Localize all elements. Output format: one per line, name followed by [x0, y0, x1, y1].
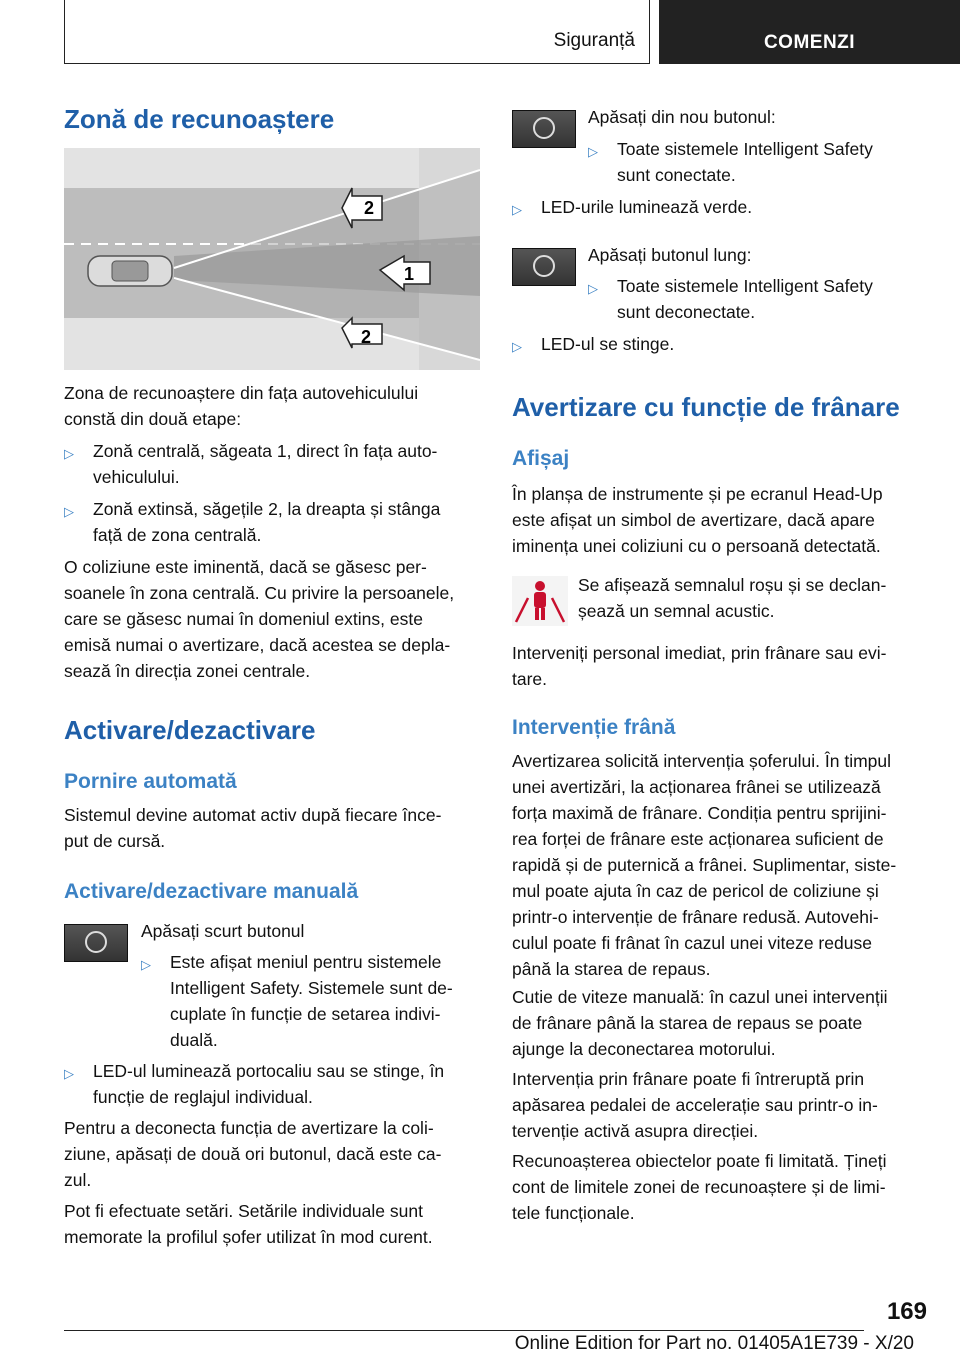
interrupt-paragraph: Intervenția prin frânare poate fi întreruptă prin apăsarea pedalei de accelerație sau printr-o in- tervenție activă asupra direcției. [512, 1069, 878, 1141]
recognition-zone-diagram [64, 148, 480, 370]
auto-start-paragraph: Sistemul devine automat activ după fiecare înce- put de cursă. [64, 805, 442, 851]
section-title-brake-warning: Avertizare cu funcție de frânare [512, 392, 900, 422]
sub-bullet-systems-off: Toate sistemele Intelligent Safety sunt deconectate. [617, 276, 873, 322]
page-number: 169 [886, 1298, 927, 1325]
bullet-icon: ▷ [141, 957, 151, 972]
footer-divider [64, 1330, 864, 1331]
diagram-label-1: 1 [404, 264, 415, 284]
bullet-icon: ▷ [64, 446, 74, 461]
diagram-label-2-top: 2 [364, 198, 375, 218]
header-chapter-box [659, 0, 960, 64]
manual-gearbox-paragraph: Cutie de viteze manuală: în cazul unei intervenții de frânare până la starea de repaus se poate ajunge la deconectarea motorului. [512, 987, 888, 1059]
subsection-display: Afișaj [512, 447, 570, 470]
header-section-title: Siguranță [553, 30, 635, 51]
bullet-extended-zone: Zonă extinsă, săgețile 2, la dreapta și stânga față de zona centrală. [93, 499, 441, 545]
bullet-icon: ▷ [588, 281, 598, 296]
subsection-manual-activation: Activare/dezactivare manuală [64, 880, 359, 903]
collision-paragraph: O coliziune este iminentă, dacă se găsesc per- soanele în zona centrală. Cu privire la persoanele, care se găsesc numai în domeniul extins, este emisă numai o avertizare, dacă acestea se depla- sează în direcția zonei centrale. [64, 557, 455, 681]
bullet-icon: ▷ [64, 504, 74, 519]
intelligent-safety-button-icon [512, 248, 576, 286]
display-paragraph: În planșa de instrumente și pe ecranul Head-Up este afișat un simbol de avertizare, dacă apare iminența unei coliziuni cu o persoană detectată. [512, 484, 883, 556]
press-long-text: Apăsați butonul lung: [588, 245, 752, 265]
diagram-label-2-bottom: 2 [361, 327, 372, 347]
deactivate-paragraph: Pentru a deconecta funcția de avertizare la coli- ziune, apăsați de două ori butonul, dacă este ca- zul. [64, 1118, 442, 1190]
bullet-central-zone: Zonă centrală, săgeata 1, direct în fața auto- vehiculului. [93, 441, 438, 487]
section-title-recognition-zone: Zonă de recunoaștere [64, 104, 335, 134]
settings-paragraph: Pot fi efectuate setări. Setările individuale sunt memorate la profilul șofer utilizat în mod curent. [64, 1201, 433, 1247]
bullet-icon: ▷ [588, 144, 598, 159]
press-again-text: Apăsați din nou butonul: [588, 107, 776, 127]
sub-bullet-systems-on: Toate sistemele Intelligent Safety sunt conectate. [617, 139, 873, 185]
intelligent-safety-button-icon [512, 110, 576, 148]
intro-paragraph: Zona de recunoaștere din fața autovehiculului constă din două etape: [64, 383, 419, 429]
pedestrian-warning-icon [512, 576, 568, 626]
header-section-box [64, 0, 650, 64]
section-title-activation: Activare/dezactivare [64, 715, 316, 745]
red-signal-text: Se afișează semnalul roșu și se declan- șează un semnal acustic. [578, 575, 887, 621]
sub-bullet-menu-displayed: Este afișat meniul pentru sistemele Intelligent Safety. Sistemele sunt de- cuplate în funcție de setarea indivi- duală. [170, 952, 453, 1050]
bullet-icon: ▷ [64, 1066, 74, 1081]
bullet-icon: ▷ [512, 339, 522, 354]
bullet-led-orange: LED-ul luminează portocaliu sau se stinge, în funcție de reglajul individual. [93, 1061, 445, 1107]
press-short-text: Apăsați scurt butonul [141, 921, 305, 941]
header-chapter-title: COMENZI [763, 32, 856, 53]
bullet-led-green: LED-urile luminează verde. [541, 197, 753, 217]
intervene-paragraph: Interveniți personal imediat, prin frânare sau evi- tare. [512, 643, 887, 689]
subsection-brake-intervention: Intervenție frână [512, 716, 676, 739]
bullet-led-off: LED-ul se stinge. [541, 334, 675, 354]
footer-edition: Online Edition for Part no. 01405A1E739 - X/20 [514, 1333, 914, 1354]
subsection-auto-start: Pornire automată [64, 770, 237, 793]
bullet-icon: ▷ [512, 202, 522, 217]
recognition-limits-paragraph: Recunoașterea obiectelor poate fi limitată. Țineți cont de limitele zonei de recunoaștere și de limi- tele funcționale. [512, 1151, 887, 1223]
brake-intervention-paragraph: Avertizarea solicită intervenția șoferului. În timpul unei avertizări, la acționarea frânei se utilizează forța maximă de frânare. Condiția pentru sprijini- rea forței de frânare este acționarea suficient de rapidă și de puternică a frânei. Suplimentar, siste- mul poate ajuta în caz de pericol de coliziune și printr-o intervenție de frânare redusă. Autovehi- culul poate fi frânat în cazul unei viteze reduse până la starea de repaus. [512, 751, 897, 979]
intelligent-safety-button-icon [64, 924, 128, 962]
